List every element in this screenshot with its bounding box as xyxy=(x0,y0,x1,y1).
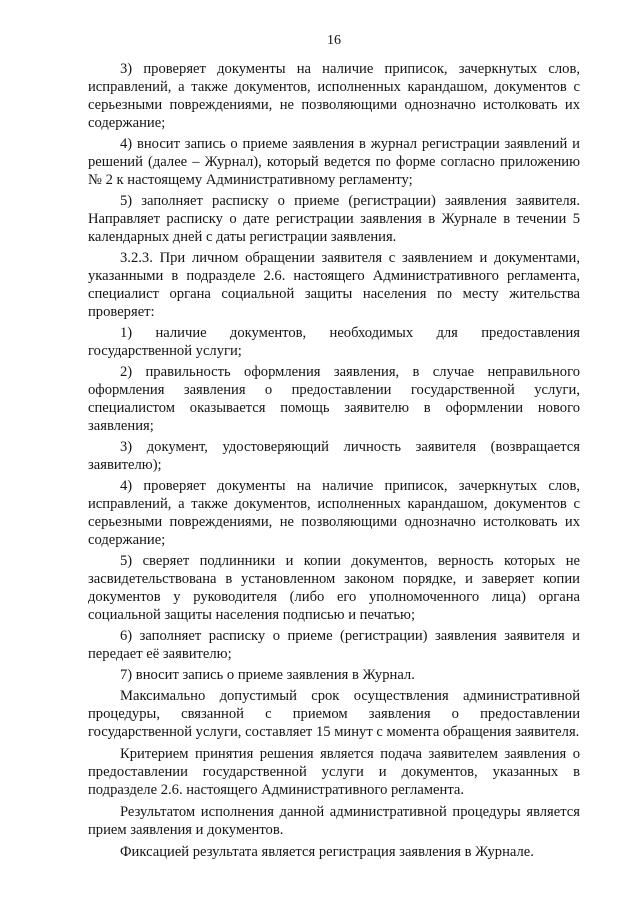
paragraph-max-time: Максимально допустимый срок осуществления административной процедуры, связанной с приемом заявления о предоставлении государственной услуги, составляет 15 минут с момента обращения заявителя. xyxy=(88,688,580,740)
page-number: 16 xyxy=(327,33,341,48)
list-item-3: 3) документ, удостоверяющий личность заявителя (возвращается заявителю); xyxy=(88,439,580,473)
document-page xyxy=(88,32,580,861)
paragraph-receipt: 5) заполняет расписку о приеме (регистрации) заявления заявителя. Направляет расписку о дате регистрации заявления в Журнале в течении 5 календарных дней с даты регистрации заявления. xyxy=(88,193,580,245)
paragraph-check-documents: 3) проверяет документы на наличие приписок, зачеркнутых слов, исправлений, а также документов, исполненных карандашом, документов с серьезными повреждениями, не позволяющими однозначно истолковать их содержание; xyxy=(88,61,580,131)
list-item-1: 1) наличие документов, необходимых для предоставления государственной услуги; xyxy=(88,325,580,359)
list-item-7: 7) вносит запись о приеме заявления в Журнал. xyxy=(120,667,415,683)
list-item-5: 5) сверяет подлинники и копии документов, верность которых не засвидетельствована в установленном законом порядке, и заверяет копии документов у руководителя (либо его уполномоченного лица) органа социальной защиты населения подписью и печатью; xyxy=(88,553,580,623)
paragraph-journal-entry: 4) вносит запись о приеме заявления в журнал регистрации заявлений и решений (далее – Журнал), который ведется по форме согласно приложению № 2 к настоящему Административному регламенту; xyxy=(88,136,580,188)
paragraph-section-3-2-3: 3.2.3. При личном обращении заявителя с заявлением и документами, указанными в подразделе 2.6. настоящего Административного регламента, специалист органа социальной защиты населения по месту жительства проверяет: xyxy=(88,250,580,320)
list-item-6: 6) заполняет расписку о приеме (регистрации) заявления заявителя и передает её заявителю; xyxy=(88,628,580,662)
list-item-4: 4) проверяет документы на наличие приписок, зачеркнутых слов, исправлений, а также документов, исполненных карандашом, документов с серьезными повреждениями, не позволяющими однозначно истолковать их содержание; xyxy=(88,478,580,548)
paragraph-result: Результатом исполнения данной административной процедуры является прием заявления и документов. xyxy=(88,804,580,838)
list-item-2: 2) правильность оформления заявления, в случае неправильного оформления заявления о предоставлении государственной услуги, специалистом оказывается помощь заявителю в оформлении нового заявления; xyxy=(88,364,580,434)
paragraph-fixation: Фиксацией результата является регистрация заявления в Журнале. xyxy=(120,844,534,860)
paragraph-decision-criterion: Критерием принятия решения является подача заявителем заявления о предоставлении государственной услуги и документов, указанных в подразделе 2.6. настоящего Административного регламента. xyxy=(88,746,580,798)
